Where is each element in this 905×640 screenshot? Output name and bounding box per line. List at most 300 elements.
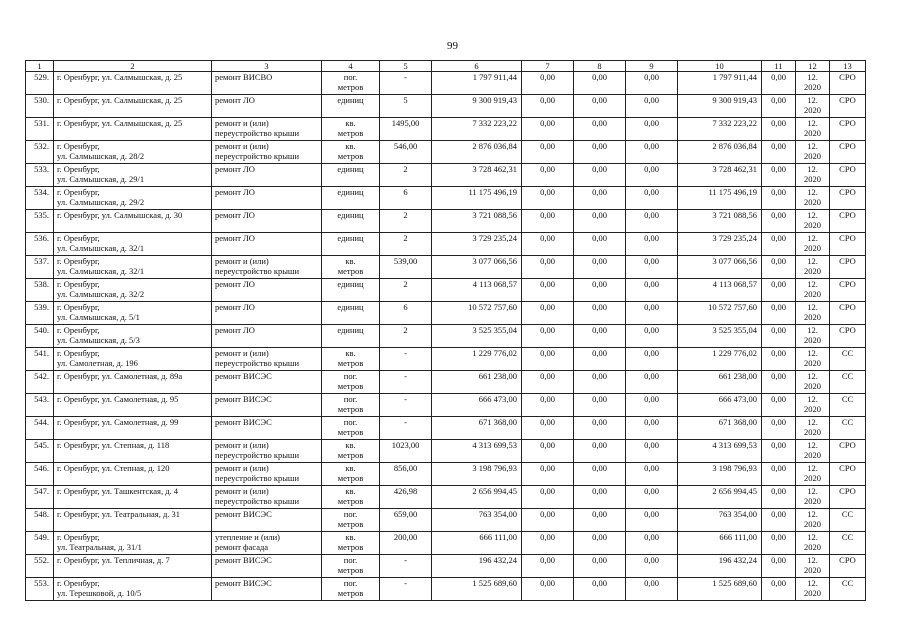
- col11-cell: 0,00: [762, 532, 796, 555]
- table-row: [26, 578, 866, 601]
- quantity-cell: 659,00: [380, 509, 432, 532]
- col10-cell: 3 198 796,93: [678, 463, 762, 486]
- period-cell: 12. 2020: [796, 141, 830, 164]
- quantity-cell: 2: [380, 325, 432, 348]
- col10-cell: 763 354,00: [678, 509, 762, 532]
- page-number: 99: [447, 40, 458, 52]
- col7-cell: 0,00: [522, 463, 574, 486]
- col7-cell: 0,00: [522, 302, 574, 325]
- method-cell: СС: [830, 509, 866, 532]
- col7-cell: 0,00: [522, 532, 574, 555]
- col9-cell: 0,00: [626, 394, 678, 417]
- method-cell: СРО: [830, 141, 866, 164]
- quantity-cell: 1023,00: [380, 440, 432, 463]
- col11-cell: 0,00: [762, 141, 796, 164]
- table-row: [26, 486, 866, 509]
- row-number-cell: 553.: [26, 578, 54, 601]
- row-number-cell: 536.: [26, 233, 54, 256]
- table-row: [26, 325, 866, 348]
- table-row: [26, 348, 866, 371]
- col11-cell: 0,00: [762, 302, 796, 325]
- total-cost-cell: 671 368,00: [432, 417, 522, 440]
- address-cell: г. Оренбург, ул. Степная, д. 120: [54, 463, 212, 486]
- period-cell: 12. 2020: [796, 118, 830, 141]
- method-cell: СРО: [830, 72, 866, 95]
- col10-cell: 10 572 757,60: [678, 302, 762, 325]
- column-header: 12: [796, 61, 830, 72]
- quantity-cell: -: [380, 348, 432, 371]
- row-number-cell: 547.: [26, 486, 54, 509]
- unit-cell: единиц: [322, 279, 380, 302]
- table-row: [26, 463, 866, 486]
- col9-cell: 0,00: [626, 279, 678, 302]
- row-number-cell: 539.: [26, 302, 54, 325]
- col11-cell: 0,00: [762, 578, 796, 601]
- total-cost-cell: 1 797 911,44: [432, 72, 522, 95]
- col7-cell: 0,00: [522, 394, 574, 417]
- unit-cell: кв. метров: [322, 532, 380, 555]
- row-number-cell: 530.: [26, 95, 54, 118]
- period-cell: 12. 2020: [796, 95, 830, 118]
- col8-cell: 0,00: [574, 394, 626, 417]
- period-cell: 12. 2020: [796, 371, 830, 394]
- col8-cell: 0,00: [574, 141, 626, 164]
- method-cell: СРО: [830, 164, 866, 187]
- address-cell: г. Оренбург, ул. Салмышская, д. 25: [54, 118, 212, 141]
- col7-cell: 0,00: [522, 578, 574, 601]
- method-cell: СРО: [830, 325, 866, 348]
- row-number-cell: 535.: [26, 210, 54, 233]
- unit-cell: пог. метров: [322, 72, 380, 95]
- row-number-cell: 533.: [26, 164, 54, 187]
- work-type-cell: ремонт ВИСЭС: [212, 509, 322, 532]
- method-cell: СРО: [830, 486, 866, 509]
- col9-cell: 0,00: [626, 141, 678, 164]
- address-cell: г. Оренбург, ул. Салмышская, д. 25: [54, 95, 212, 118]
- col7-cell: 0,00: [522, 187, 574, 210]
- address-cell: г. Оренбург, ул. Салмышская, д. 5/1: [54, 302, 212, 325]
- col9-cell: 0,00: [626, 302, 678, 325]
- col8-cell: 0,00: [574, 509, 626, 532]
- unit-cell: единиц: [322, 210, 380, 233]
- col10-cell: 3 729 235,24: [678, 233, 762, 256]
- col11-cell: 0,00: [762, 95, 796, 118]
- col11-cell: 0,00: [762, 394, 796, 417]
- table-row: [26, 256, 866, 279]
- col7-cell: 0,00: [522, 555, 574, 578]
- work-type-cell: ремонт и (или) переустройство крыши: [212, 440, 322, 463]
- quantity-cell: 2: [380, 233, 432, 256]
- unit-cell: кв. метров: [322, 118, 380, 141]
- unit-cell: пог. метров: [322, 578, 380, 601]
- table-row: [26, 555, 866, 578]
- period-cell: 12. 2020: [796, 164, 830, 187]
- col11-cell: 0,00: [762, 256, 796, 279]
- quantity-cell: 2: [380, 279, 432, 302]
- total-cost-cell: 1 229 776,02: [432, 348, 522, 371]
- table-row: [26, 509, 866, 532]
- table-row: [26, 302, 866, 325]
- row-number-cell: 546.: [26, 463, 54, 486]
- col7-cell: 0,00: [522, 72, 574, 95]
- method-cell: СРО: [830, 210, 866, 233]
- col9-cell: 0,00: [626, 578, 678, 601]
- unit-cell: кв. метров: [322, 440, 380, 463]
- table-row: [26, 440, 866, 463]
- total-cost-cell: 2 656 994,45: [432, 486, 522, 509]
- work-type-cell: утепление и (или) ремонт фасада: [212, 532, 322, 555]
- total-cost-cell: 196 432,24: [432, 555, 522, 578]
- unit-cell: кв. метров: [322, 463, 380, 486]
- total-cost-cell: 3 728 462,31: [432, 164, 522, 187]
- column-header: 13: [830, 61, 866, 72]
- unit-cell: единиц: [322, 95, 380, 118]
- col9-cell: 0,00: [626, 555, 678, 578]
- col10-cell: 4 113 068,57: [678, 279, 762, 302]
- table-row: [26, 371, 866, 394]
- col9-cell: 0,00: [626, 532, 678, 555]
- table-row: [26, 210, 866, 233]
- period-cell: 12. 2020: [796, 555, 830, 578]
- table-row: [26, 95, 866, 118]
- col9-cell: 0,00: [626, 118, 678, 141]
- col9-cell: 0,00: [626, 187, 678, 210]
- table-row: [26, 118, 866, 141]
- column-header: 7: [522, 61, 574, 72]
- total-cost-cell: 4 113 068,57: [432, 279, 522, 302]
- work-type-cell: ремонт ЛО: [212, 279, 322, 302]
- col7-cell: 0,00: [522, 417, 574, 440]
- row-number-cell: 534.: [26, 187, 54, 210]
- col10-cell: 3 728 462,31: [678, 164, 762, 187]
- work-type-cell: ремонт и (или) переустройство крыши: [212, 463, 322, 486]
- total-cost-cell: 9 300 919,43: [432, 95, 522, 118]
- address-cell: г. Оренбург, ул. Салмышская, д. 29/1: [54, 164, 212, 187]
- table-body: [26, 72, 866, 601]
- unit-cell: единиц: [322, 325, 380, 348]
- total-cost-cell: 3 077 066,56: [432, 256, 522, 279]
- col11-cell: 0,00: [762, 417, 796, 440]
- quantity-cell: 1495,00: [380, 118, 432, 141]
- quantity-cell: 2: [380, 210, 432, 233]
- col11-cell: 0,00: [762, 371, 796, 394]
- col11-cell: 0,00: [762, 210, 796, 233]
- period-cell: 12. 2020: [796, 233, 830, 256]
- address-cell: г. Оренбург, ул. Салмышская, д. 32/1: [54, 256, 212, 279]
- address-cell: г. Оренбург, ул. Самолетная, д. 95: [54, 394, 212, 417]
- col8-cell: 0,00: [574, 417, 626, 440]
- col10-cell: 1 525 689,60: [678, 578, 762, 601]
- col8-cell: 0,00: [574, 555, 626, 578]
- period-cell: 12. 2020: [796, 210, 830, 233]
- col8-cell: 0,00: [574, 486, 626, 509]
- method-cell: СС: [830, 348, 866, 371]
- col8-cell: 0,00: [574, 233, 626, 256]
- address-cell: г. Оренбург, ул. Театральная, д. 31: [54, 509, 212, 532]
- row-number-cell: 549.: [26, 532, 54, 555]
- quantity-cell: -: [380, 72, 432, 95]
- period-cell: 12. 2020: [796, 302, 830, 325]
- method-cell: СРО: [830, 440, 866, 463]
- col11-cell: 0,00: [762, 440, 796, 463]
- method-cell: СРО: [830, 233, 866, 256]
- quantity-cell: 6: [380, 302, 432, 325]
- address-cell: г. Оренбург, ул. Тепличная, д. 7: [54, 555, 212, 578]
- quantity-cell: -: [380, 371, 432, 394]
- unit-cell: кв. метров: [322, 141, 380, 164]
- column-header: 3: [212, 61, 322, 72]
- col10-cell: 3 525 355,04: [678, 325, 762, 348]
- work-type-cell: ремонт ЛО: [212, 233, 322, 256]
- total-cost-cell: 3 729 235,24: [432, 233, 522, 256]
- unit-cell: единиц: [322, 233, 380, 256]
- work-type-cell: ремонт и (или) переустройство крыши: [212, 141, 322, 164]
- col8-cell: 0,00: [574, 118, 626, 141]
- work-type-cell: ремонт и (или) переустройство крыши: [212, 118, 322, 141]
- col8-cell: 0,00: [574, 72, 626, 95]
- total-cost-cell: 10 572 757,60: [432, 302, 522, 325]
- period-cell: 12. 2020: [796, 187, 830, 210]
- col8-cell: 0,00: [574, 187, 626, 210]
- address-cell: г. Оренбург, ул. Самолетная, д. 196: [54, 348, 212, 371]
- row-number-cell: 543.: [26, 394, 54, 417]
- work-type-cell: ремонт и (или) переустройство крыши: [212, 486, 322, 509]
- column-header: 11: [762, 61, 796, 72]
- quantity-cell: -: [380, 578, 432, 601]
- col8-cell: 0,00: [574, 348, 626, 371]
- unit-cell: пог. метров: [322, 509, 380, 532]
- col9-cell: 0,00: [626, 486, 678, 509]
- col9-cell: 0,00: [626, 233, 678, 256]
- col10-cell: 671 368,00: [678, 417, 762, 440]
- period-cell: 12. 2020: [796, 532, 830, 555]
- col7-cell: 0,00: [522, 233, 574, 256]
- col7-cell: 0,00: [522, 371, 574, 394]
- method-cell: СРО: [830, 118, 866, 141]
- quantity-cell: 539,00: [380, 256, 432, 279]
- col9-cell: 0,00: [626, 509, 678, 532]
- row-number-cell: 542.: [26, 371, 54, 394]
- column-header: 2: [54, 61, 212, 72]
- address-cell: г. Оренбург, ул. Ташкентская, д. 4: [54, 486, 212, 509]
- col7-cell: 0,00: [522, 118, 574, 141]
- col11-cell: 0,00: [762, 509, 796, 532]
- col10-cell: 9 300 919,43: [678, 95, 762, 118]
- table-row: [26, 417, 866, 440]
- work-type-cell: ремонт ЛО: [212, 187, 322, 210]
- row-number-cell: 541.: [26, 348, 54, 371]
- col8-cell: 0,00: [574, 463, 626, 486]
- unit-cell: пог. метров: [322, 555, 380, 578]
- col9-cell: 0,00: [626, 463, 678, 486]
- row-number-cell: 545.: [26, 440, 54, 463]
- total-cost-cell: 3 525 355,04: [432, 325, 522, 348]
- method-cell: СС: [830, 532, 866, 555]
- address-cell: г. Оренбург, ул. Салмышская, д. 29/2: [54, 187, 212, 210]
- address-cell: г. Оренбург, ул. Салмышская, д. 30: [54, 210, 212, 233]
- col11-cell: 0,00: [762, 233, 796, 256]
- address-cell: г. Оренбург, ул. Самолетная, д. 89а: [54, 371, 212, 394]
- col9-cell: 0,00: [626, 348, 678, 371]
- quantity-cell: 6: [380, 187, 432, 210]
- total-cost-cell: 3 721 088,56: [432, 210, 522, 233]
- quantity-cell: 426,98: [380, 486, 432, 509]
- col7-cell: 0,00: [522, 141, 574, 164]
- work-type-cell: ремонт ЛО: [212, 325, 322, 348]
- col11-cell: 0,00: [762, 187, 796, 210]
- col7-cell: 0,00: [522, 509, 574, 532]
- table-row: [26, 72, 866, 95]
- total-cost-cell: 11 175 496,19: [432, 187, 522, 210]
- method-cell: СРО: [830, 555, 866, 578]
- unit-cell: единиц: [322, 187, 380, 210]
- col9-cell: 0,00: [626, 440, 678, 463]
- col9-cell: 0,00: [626, 95, 678, 118]
- col11-cell: 0,00: [762, 279, 796, 302]
- col10-cell: 3 077 066,56: [678, 256, 762, 279]
- col7-cell: 0,00: [522, 164, 574, 187]
- row-number-cell: 544.: [26, 417, 54, 440]
- quantity-cell: 200,00: [380, 532, 432, 555]
- period-cell: 12. 2020: [796, 325, 830, 348]
- col10-cell: 2 876 036,84: [678, 141, 762, 164]
- period-cell: 12. 2020: [796, 509, 830, 532]
- unit-cell: кв. метров: [322, 486, 380, 509]
- total-cost-cell: 2 876 036,84: [432, 141, 522, 164]
- method-cell: СС: [830, 394, 866, 417]
- total-cost-cell: 3 198 796,93: [432, 463, 522, 486]
- unit-cell: единиц: [322, 302, 380, 325]
- work-type-cell: ремонт и (или) переустройство крыши: [212, 348, 322, 371]
- address-cell: г. Оренбург, ул. Салмышская, д. 5/3: [54, 325, 212, 348]
- row-number-cell: 532.: [26, 141, 54, 164]
- address-cell: г. Оренбург, ул. Терешковой, д. 10/5: [54, 578, 212, 601]
- column-header: 4: [322, 61, 380, 72]
- work-type-cell: ремонт ЛО: [212, 210, 322, 233]
- col9-cell: 0,00: [626, 325, 678, 348]
- address-cell: г. Оренбург, ул. Салмышская, д. 32/2: [54, 279, 212, 302]
- row-number-cell: 540.: [26, 325, 54, 348]
- col11-cell: 0,00: [762, 463, 796, 486]
- address-cell: г. Оренбург, ул. Театральная, д. 31/1: [54, 532, 212, 555]
- col7-cell: 0,00: [522, 95, 574, 118]
- quantity-cell: 5: [380, 95, 432, 118]
- unit-cell: пог. метров: [322, 394, 380, 417]
- row-number-cell: 529.: [26, 72, 54, 95]
- period-cell: 12. 2020: [796, 486, 830, 509]
- col11-cell: 0,00: [762, 325, 796, 348]
- work-type-cell: ремонт ВИСЭС: [212, 371, 322, 394]
- table-row: [26, 233, 866, 256]
- total-cost-cell: 666 473,00: [432, 394, 522, 417]
- col11-cell: 0,00: [762, 486, 796, 509]
- col8-cell: 0,00: [574, 532, 626, 555]
- col9-cell: 0,00: [626, 164, 678, 187]
- col8-cell: 0,00: [574, 325, 626, 348]
- work-type-cell: ремонт ВИСЭС: [212, 555, 322, 578]
- period-cell: 12. 2020: [796, 463, 830, 486]
- total-cost-cell: 763 354,00: [432, 509, 522, 532]
- unit-cell: кв. метров: [322, 348, 380, 371]
- work-type-cell: ремонт ВИСЭС: [212, 394, 322, 417]
- period-cell: 12. 2020: [796, 394, 830, 417]
- col9-cell: 0,00: [626, 256, 678, 279]
- col7-cell: 0,00: [522, 279, 574, 302]
- total-cost-cell: 661 238,00: [432, 371, 522, 394]
- column-header: 6: [432, 61, 522, 72]
- address-cell: г. Оренбург, ул. Салмышская, д. 28/2: [54, 141, 212, 164]
- row-number-cell: 552.: [26, 555, 54, 578]
- col10-cell: 7 332 223,22: [678, 118, 762, 141]
- work-type-cell: ремонт и (или) переустройство крыши: [212, 256, 322, 279]
- column-header: 1: [26, 61, 54, 72]
- unit-cell: единиц: [322, 164, 380, 187]
- row-number-cell: 548.: [26, 509, 54, 532]
- col9-cell: 0,00: [626, 371, 678, 394]
- period-cell: 12. 2020: [796, 417, 830, 440]
- quantity-cell: -: [380, 417, 432, 440]
- table-row: [26, 394, 866, 417]
- col8-cell: 0,00: [574, 95, 626, 118]
- col11-cell: 0,00: [762, 555, 796, 578]
- address-cell: г. Оренбург, ул. Самолетная, д. 99: [54, 417, 212, 440]
- method-cell: СС: [830, 417, 866, 440]
- quantity-cell: 856,00: [380, 463, 432, 486]
- work-type-cell: ремонт ЛО: [212, 95, 322, 118]
- unit-cell: кв. метров: [322, 256, 380, 279]
- total-cost-cell: 7 332 223,22: [432, 118, 522, 141]
- row-number-cell: 531.: [26, 118, 54, 141]
- table-row: [26, 187, 866, 210]
- repair-plan-table: [25, 60, 866, 601]
- col8-cell: 0,00: [574, 578, 626, 601]
- col7-cell: 0,00: [522, 440, 574, 463]
- method-cell: СРО: [830, 463, 866, 486]
- col11-cell: 0,00: [762, 348, 796, 371]
- col11-cell: 0,00: [762, 118, 796, 141]
- column-header: 8: [574, 61, 626, 72]
- col10-cell: 4 313 699,53: [678, 440, 762, 463]
- work-type-cell: ремонт ЛО: [212, 164, 322, 187]
- col10-cell: 666 473,00: [678, 394, 762, 417]
- col10-cell: 3 721 088,56: [678, 210, 762, 233]
- col7-cell: 0,00: [522, 348, 574, 371]
- col11-cell: 0,00: [762, 72, 796, 95]
- work-type-cell: ремонт ЛО: [212, 302, 322, 325]
- period-cell: 12. 2020: [796, 578, 830, 601]
- work-type-cell: ремонт ВИСВО: [212, 72, 322, 95]
- work-type-cell: ремонт ВИСЭС: [212, 578, 322, 601]
- unit-cell: пог. метров: [322, 417, 380, 440]
- period-cell: 12. 2020: [796, 256, 830, 279]
- address-cell: г. Оренбург, ул. Салмышская, д. 25: [54, 72, 212, 95]
- col9-cell: 0,00: [626, 210, 678, 233]
- method-cell: СРО: [830, 187, 866, 210]
- quantity-cell: 546,00: [380, 141, 432, 164]
- row-number-cell: 538.: [26, 279, 54, 302]
- row-number-cell: 537.: [26, 256, 54, 279]
- col10-cell: 661 238,00: [678, 371, 762, 394]
- total-cost-cell: 666 111,00: [432, 532, 522, 555]
- table-row: [26, 279, 866, 302]
- method-cell: СРО: [830, 279, 866, 302]
- work-type-cell: ремонт ВИСЭС: [212, 417, 322, 440]
- method-cell: СРО: [830, 302, 866, 325]
- method-cell: СС: [830, 578, 866, 601]
- address-cell: г. Оренбург, ул. Салмышская, д. 32/1: [54, 233, 212, 256]
- column-number-row: [26, 61, 866, 72]
- period-cell: 12. 2020: [796, 72, 830, 95]
